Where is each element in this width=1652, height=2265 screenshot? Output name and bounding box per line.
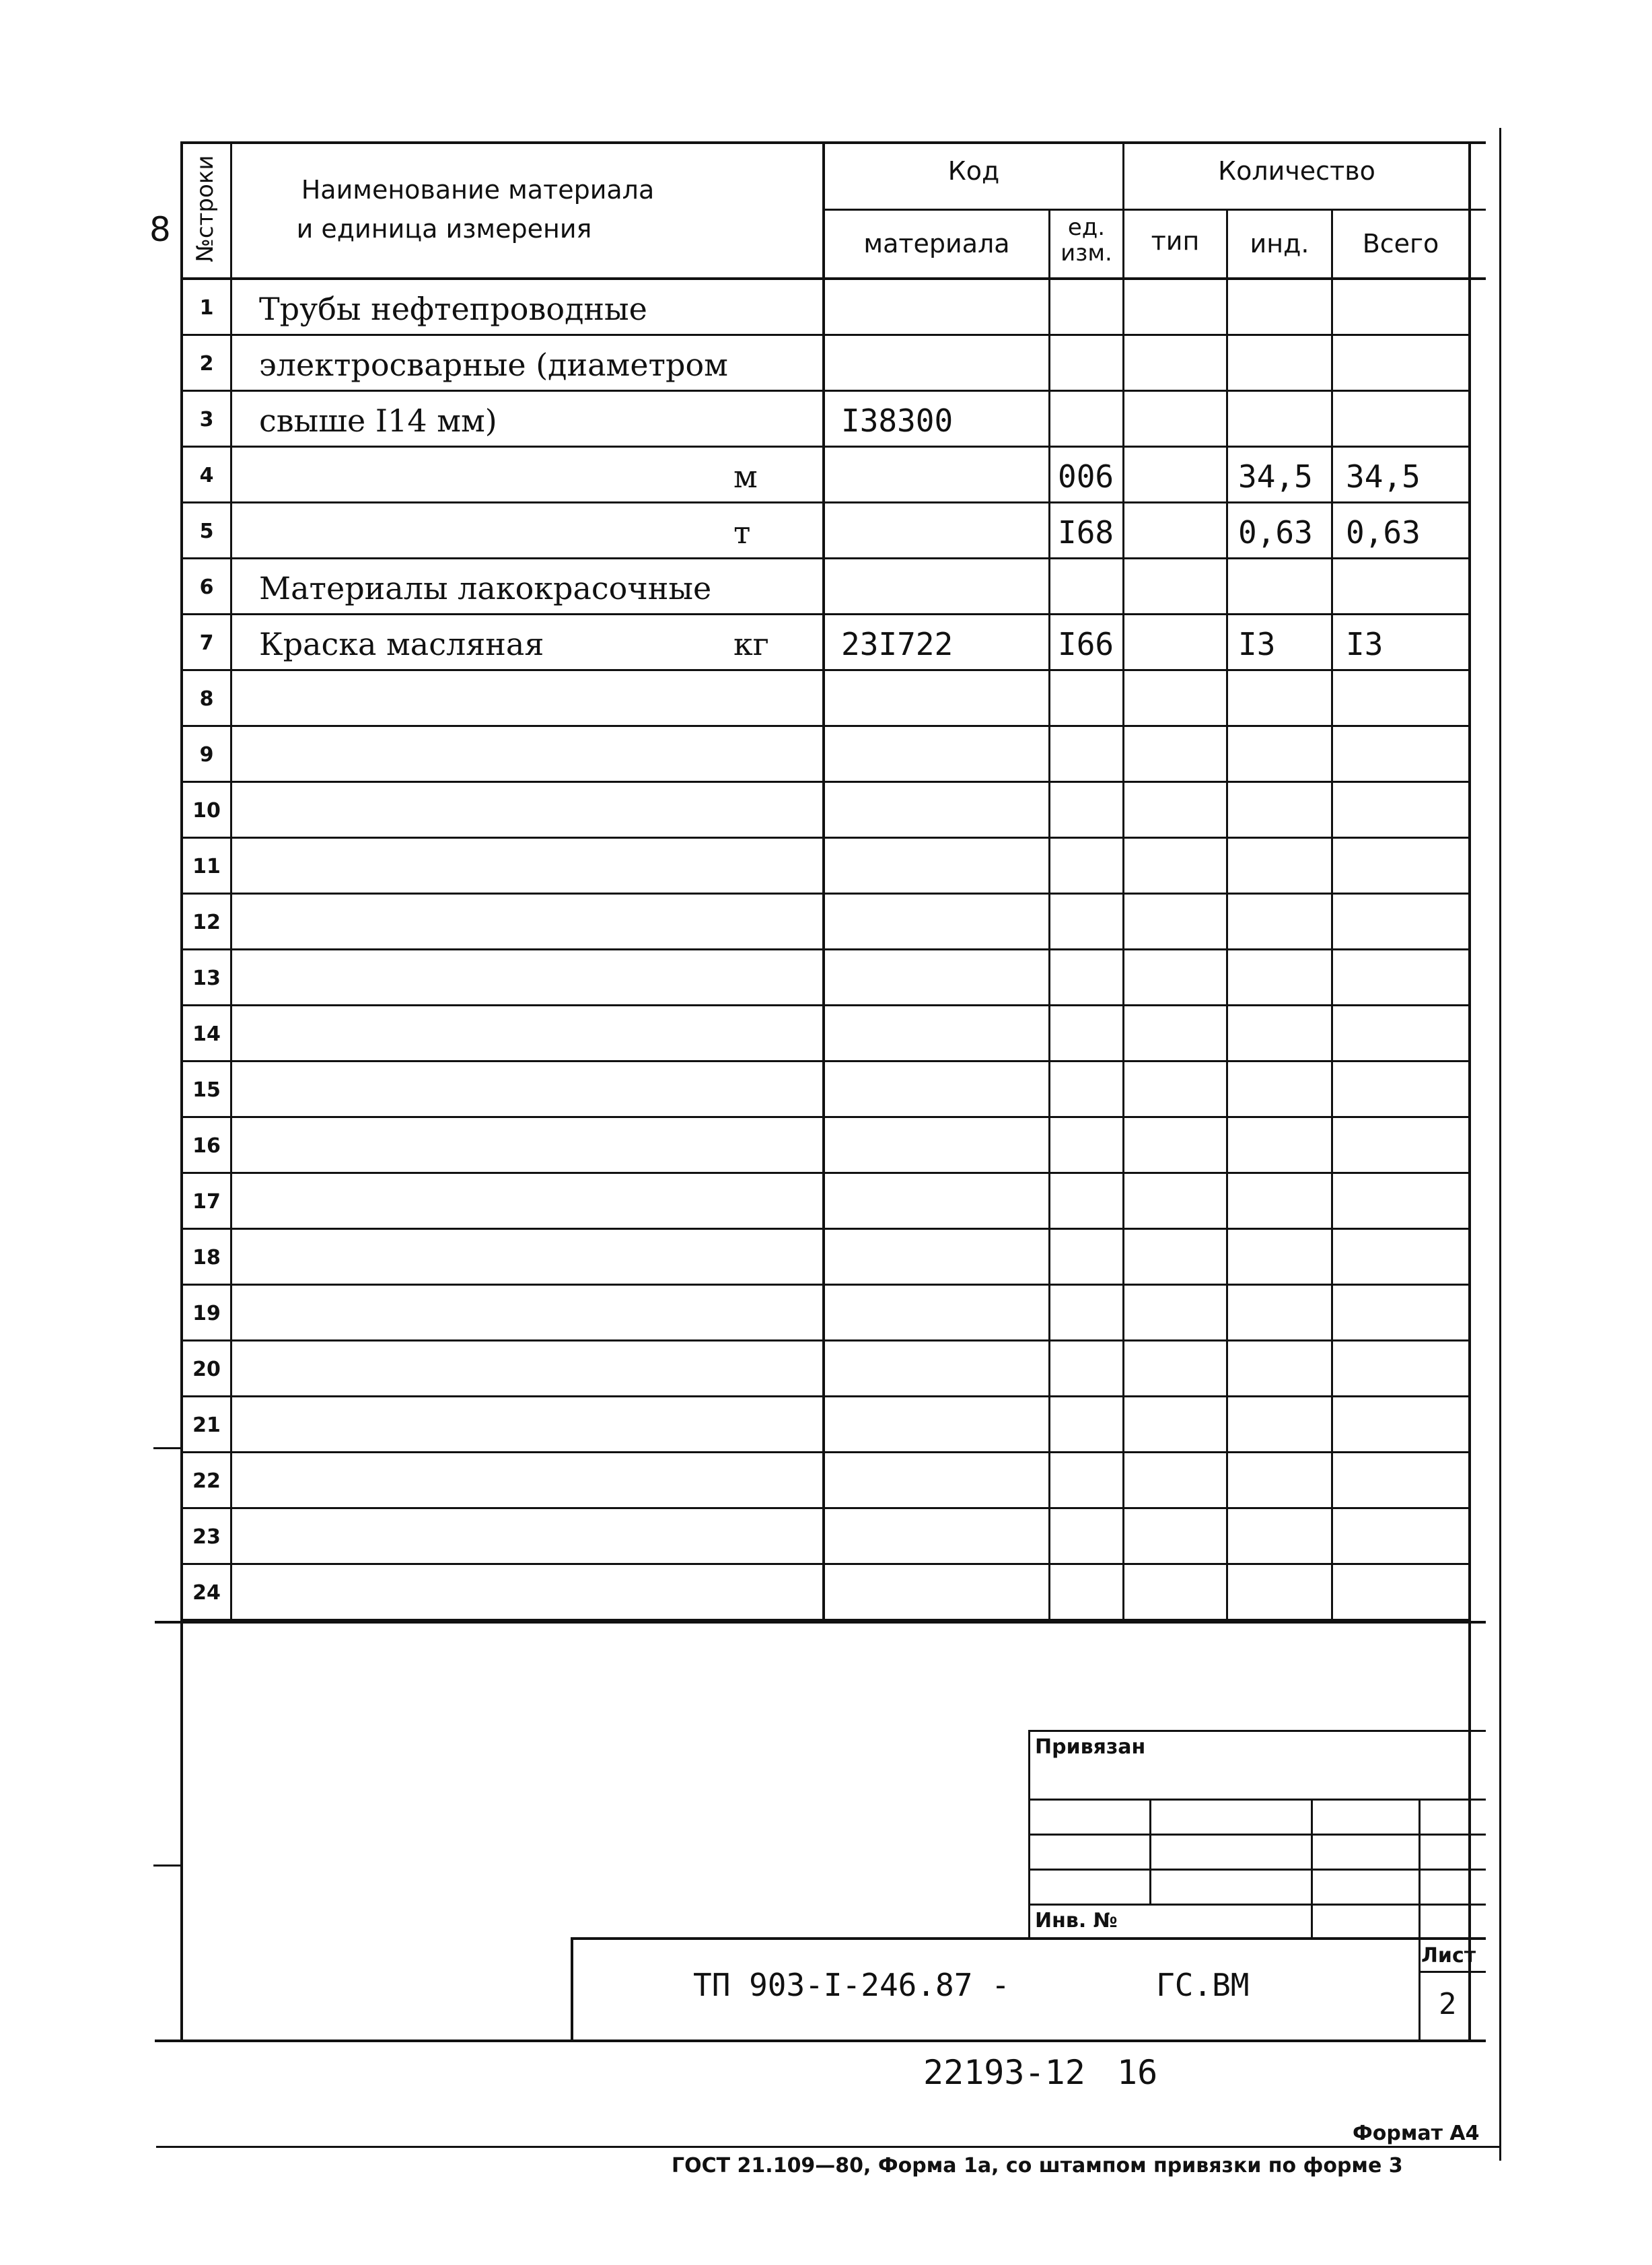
row-number: 16 [192,1134,221,1158]
row-number: 23 [192,1525,221,1549]
margin-tick [153,1447,183,1449]
row-number: 6 [199,576,214,599]
row-number: 4 [199,464,214,487]
ind-qty: 0,63 [1238,514,1313,551]
total-qty: 0,63 [1346,514,1421,551]
row-number: 20 [192,1358,221,1381]
row-number: 24 [192,1581,221,1605]
material-code: I38300 [841,403,954,439]
unit-code: 006 [1058,458,1114,495]
row-number: 15 [192,1078,221,1102]
total-header: Всего [1362,229,1439,258]
ind-header: инд. [1250,229,1309,258]
row-number-header: №строки [192,155,219,263]
unit-code: I68 [1058,514,1114,551]
row-number: 18 [192,1246,221,1269]
archive-number: 22193-12 [923,2053,1085,2092]
name-header-line1: Наименование материала [301,175,655,205]
row-number: 11 [192,855,221,878]
material-name: Материалы лакокрасочные [259,570,712,606]
ind-qty: 34,5 [1238,458,1313,495]
material-code: 23I722 [841,626,954,662]
sheet-number: 2 [1439,1987,1457,2021]
row-number: 21 [192,1414,221,1437]
row-number: 2 [199,352,214,376]
row-number: 13 [192,967,221,990]
row-number: 3 [199,408,214,431]
row-number: 8 [199,687,214,711]
ind-qty: I3 [1238,626,1276,662]
material-name: электросварные (диаметром [259,347,728,383]
margin-tick [153,1865,183,1867]
unit-name: кг [733,626,769,662]
page-marker: 8 [149,210,171,249]
row-number: 10 [192,799,221,823]
total-qty: I3 [1346,626,1384,662]
material-header: материала [863,229,1010,258]
material-name: свыше I14 мм) [259,403,497,439]
row-number: 12 [192,911,221,934]
row-number: 17 [192,1190,221,1214]
row-number: 1 [199,296,214,320]
name-header-line2: и единица измерения [296,214,592,244]
footer-rule [156,2146,1499,2148]
unit-code: I66 [1058,626,1114,662]
row-number: 22 [192,1469,221,1493]
gost-reference: ГОСТ 21.109—80, Форма 1а, со штампом привязки по форме 3 [672,2154,1403,2177]
document-code: ТП 903-I-246.87 - [693,1967,1010,2003]
row-number: 5 [199,520,214,543]
row-number: 9 [199,743,214,767]
row-number: 14 [192,1022,221,1046]
unit-header-line1: ед. [1067,214,1106,241]
linked-label: Привязан [1035,1735,1146,1759]
format-label: Формат А4 [1353,2122,1480,2145]
quantity-header: Количество [1218,156,1375,186]
inventory-number-label: Инв. № [1035,1909,1118,1932]
row-number: 19 [192,1302,221,1325]
document-suffix: ГС.ВМ [1156,1967,1250,2003]
code-header: Код [947,156,1000,186]
unit-name: м [733,458,758,495]
archive-page: 16 [1117,2053,1158,2092]
total-qty: 34,5 [1346,458,1421,495]
unit-name: т [733,514,751,551]
sheet-label: Лист [1421,1944,1476,1967]
material-name: Трубы нефтепроводные [259,291,647,327]
unit-header-line2: изм. [1061,240,1112,267]
material-name: Краска масляная [259,626,544,662]
row-number: 7 [199,631,214,655]
type-header: тип [1151,226,1200,256]
